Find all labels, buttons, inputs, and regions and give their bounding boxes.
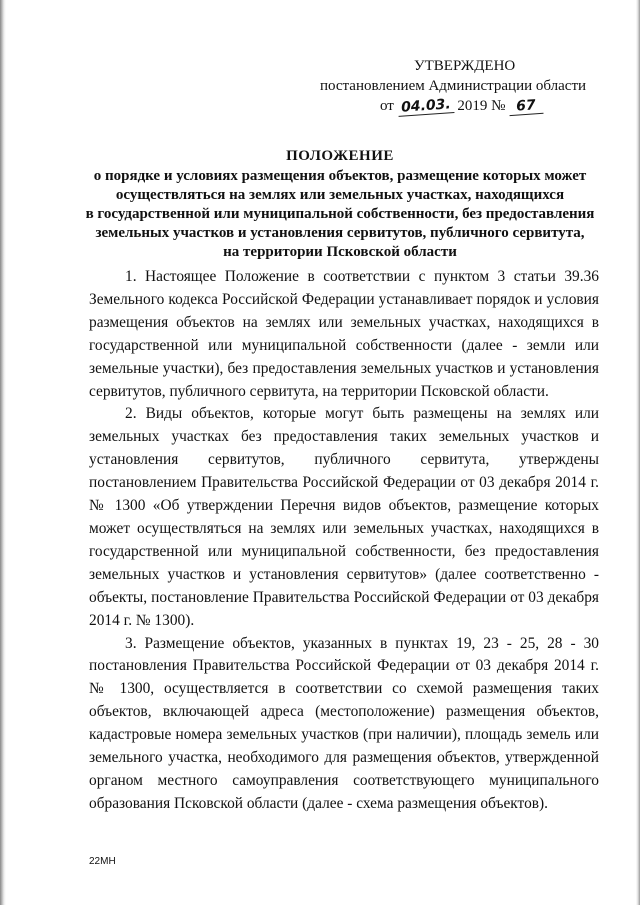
scan-edge-right (636, 0, 640, 905)
approval-authority: постановлением Администрации области (320, 78, 587, 94)
title-line: о порядке и условиях размещения объектов, размещение которых может (93, 168, 587, 184)
scan-edge-left (0, 0, 6, 905)
approval-year-number-label: 2019 № (457, 98, 506, 114)
document-title (80, 147, 600, 262)
approval-date-line (320, 96, 600, 116)
approval-heading: УТВЕРЖДЕНО (414, 58, 516, 74)
title-line: на территории Псковской области (223, 244, 457, 260)
title-line: в государственной или муниципальной собственности, без предоставления (85, 206, 595, 222)
title-line: земельных участков и установления сервитутов, публичного сервитута, (95, 225, 585, 241)
paragraph-3: 3. Размещение объектов, указанных в пунктах 19, 23 - 25, 28 - 30 постановления Правительства Российской Федерации от 03 декабря 2014 г. № 1300, осуществляется в соответствии со схемой размещения таких объектов, включающей адреса (местоположение) размещения объектов, кадастровые номера земельных участков (при наличии), площадь земель или земельного участка, необходимого для размещения объектов, утвержденной органом местного самоуправления соответствующего муниципального образования Псковской области (далее - схема размещения объектов). (89, 634, 599, 812)
approval-from-label: от (380, 98, 394, 114)
paragraph-2: 2. Виды объектов, которые могут быть размещены на землях или земельных участках без предоставления таких земельных участков и установления сервитутов, публичного сервитута, утверждены постановлением Правительства Российской Федерации от 03 декабря 2014 г. № 1300 «Об утверждении Перечня видов объектов, размещение которых может осуществляться на землях или земельных участках, находящихся в государственной или муниципальной собственности, без предоставления земельных участков и установления сервитутов» (далее соответственно - объекты, постановление Правительства Российской Федерации от 03 декабря 2014 г. № 1300). (89, 405, 599, 629)
document-body (89, 266, 599, 816)
paragraph-1: 1. Настоящее Положение в соответствии с пунктом 3 статьи 39.36 Земельного кодекса Российской Федерации устанавливает порядок и условия размещения объектов на землях или земельных участках, находящихся в государственной или муниципальной собственности (далее - земли или земельные участки), без предоставления земельных участков и установления сервитутов, публичного сервитута, на территории Псковской области. (89, 268, 599, 400)
approval-stamp (320, 56, 600, 116)
title-main: ПОЛОЖЕНИЕ (286, 148, 394, 164)
handwritten-date: 04.03. (397, 97, 454, 117)
footer-code: 22МН (89, 856, 116, 867)
title-line: осуществляться на землях или земельных участках, находящихся (115, 187, 565, 203)
handwritten-number: 67 (509, 98, 544, 116)
